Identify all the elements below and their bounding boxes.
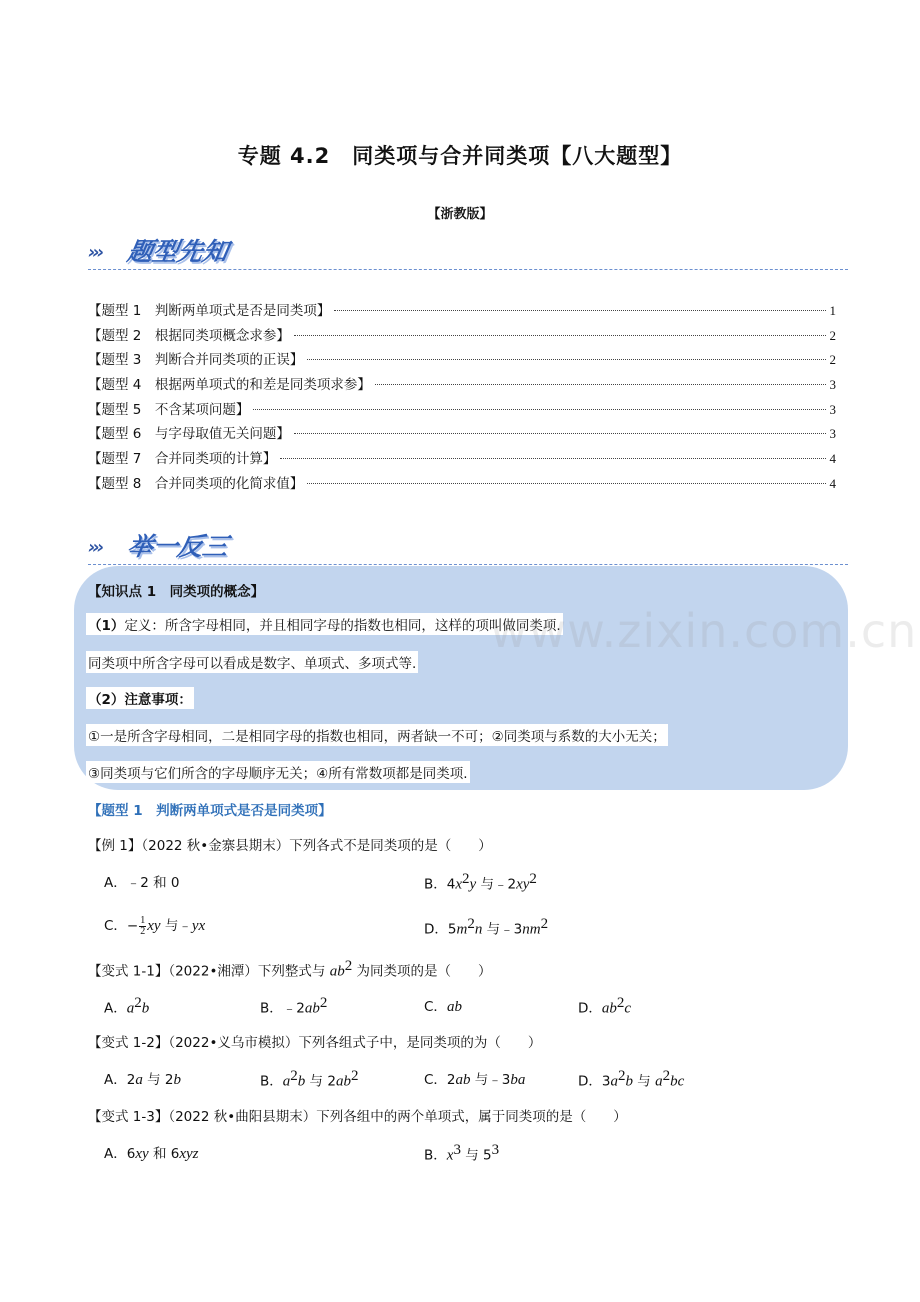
dot-leader — [294, 433, 826, 434]
triple-arrow-icon: ››› — [88, 242, 102, 263]
option-b: B．$a^2b$ 与 $2ab^2$ — [260, 1068, 359, 1090]
toc-entry[interactable] — [88, 348, 836, 373]
toc-entry[interactable] — [88, 472, 836, 497]
dot-leader — [294, 335, 826, 336]
dashed-divider — [88, 269, 848, 270]
option-d: D．$ab^2c$ — [578, 995, 632, 1017]
question-text: （2022•义乌市模拟）下列各组式子中，是同类项的为（ ） — [168, 1035, 542, 1051]
question-text: （2022 秋•曲阳县期末）下列各组中的两个单项式，属于同类项的是（ ） — [168, 1109, 627, 1125]
option-d: D．$3a^2b$ 与 $a^2bc$ — [578, 1068, 685, 1090]
question-text: （2022•湘潭）下列整式与 — [168, 963, 330, 980]
page-title: 专题 4.2 同类项与合并同类项【八大题型】 — [237, 144, 683, 168]
dot-leader — [253, 409, 825, 410]
banner-topic-preview — [88, 232, 848, 272]
option-c: C．2ab 与﹣3ba — [424, 1072, 526, 1088]
dot-leader — [375, 384, 826, 385]
dot-leader — [334, 310, 825, 311]
toc-label[interactable]: 【题型 3 判断合并同类项的正误】 — [88, 352, 304, 369]
option-b: B．$4x^2y$ 与$﹣2xy^2$ — [424, 871, 537, 893]
variant-1-3-stem — [88, 1105, 627, 1125]
toc-entry[interactable] — [88, 373, 836, 398]
fraction: $\frac{1}{2}$ — [140, 914, 146, 937]
option-text: 与﹣2 — [476, 876, 517, 893]
toc-label[interactable]: 【题型 4 根据两单项式的和差是同类项求参】 — [88, 377, 371, 394]
definition-text: 定义：所含字母相同，并且相同字母的指数也相同，这样的项叫做同类项. — [124, 618, 561, 634]
toc-label[interactable]: 【题型 1 判断两单项式是否是同类项】 — [88, 303, 331, 319]
knowledge-box — [74, 566, 848, 790]
toc-label[interactable]: 【题型 7 合并同类项的计算】 — [88, 451, 277, 468]
knowledge-note: 同类项中所含字母可以看成是数字、单项式、多项式等. — [86, 651, 418, 673]
option-b: B．$x^3$ 与 $5^3$ — [424, 1142, 500, 1164]
dot-leader — [280, 458, 825, 459]
knowledge-rule-1: ①一是所含字母相同，二是相同字母的指数也相同，两者缺一不可；②同类项与系数的大小无关； — [86, 724, 668, 746]
toc-label[interactable]: 【题型 2 根据同类项概念求参】 — [88, 327, 290, 344]
toc-page-number: 3 — [829, 377, 836, 393]
knowledge-rule-2: ③同类项与它们所含的字母顺序无关；④所有常数项都是同类项. — [86, 761, 470, 783]
variant-label: 【变式 1-3】 — [88, 1109, 169, 1125]
option-text: 与﹣ — [160, 918, 192, 934]
triple-arrow-icon: ››› — [88, 537, 102, 558]
option-text: C．− — [104, 918, 139, 934]
variant-1-1-stem: 【变式 1-1】（2022•湘潭）下列整式与 $ab^2$ 为同类项的是（ ） — [88, 958, 492, 980]
question-text: 为同类项的是（ ） — [352, 963, 492, 980]
option-d: D．$5m^2n$ 与$﹣3nm^2$ — [424, 916, 549, 938]
knowledge-attention-heading: （2）注意事项： — [86, 687, 194, 709]
option-a: A．$a^2b$ — [104, 995, 150, 1017]
toc-entry[interactable] — [88, 422, 836, 447]
dashed-divider — [88, 564, 848, 565]
table-of-contents — [88, 299, 836, 497]
variant-1-2-stem — [88, 1031, 541, 1051]
toc-entry[interactable] — [88, 447, 836, 472]
question-text: （2022 秋•金寨县期末）下列各式不是同类项的是（ ） — [141, 838, 492, 854]
option-text: D．5 — [424, 921, 457, 938]
banner-title: 举一反三 — [125, 532, 231, 561]
toc-page-number: 3 — [829, 401, 836, 417]
toc-page-number: 4 — [829, 475, 836, 491]
toc-page-number: 1 — [829, 303, 836, 318]
variant-label: 【变式 1-1】 — [88, 963, 169, 980]
toc-entry[interactable] — [88, 324, 836, 349]
toc-label[interactable]: 【题型 8 合并同类项的化简求值】 — [88, 475, 304, 492]
variant-label: 【变式 1-2】 — [88, 1035, 169, 1051]
option-a: A．﹣2 和 0 — [104, 875, 180, 891]
example-1-stem — [88, 834, 492, 854]
dot-leader — [307, 483, 825, 484]
dot-leader — [307, 359, 825, 360]
option-a: A．6xy 和 6xyz — [104, 1146, 199, 1162]
option-c: C．ab — [424, 999, 462, 1015]
option-text: B．4 — [424, 876, 456, 893]
watermark: www.zixin.com.cn — [490, 604, 918, 658]
toc-label[interactable]: 【题型 6 与字母取值无关问题】 — [88, 426, 290, 443]
option-text: 与﹣3 — [482, 921, 523, 938]
toc-label[interactable]: 【题型 5 不含某项问题】 — [88, 401, 250, 418]
toc-entry[interactable] — [88, 299, 836, 324]
toc-entry[interactable] — [88, 398, 836, 423]
toc-page-number: 2 — [829, 327, 836, 343]
item-number: （1） — [88, 618, 125, 634]
option-b: B．$﹣2ab^2$ — [260, 995, 328, 1017]
section-heading: 【题型 1 判断两单项式是否是同类项】 — [88, 803, 332, 819]
edition-label: 【浙教版】 — [427, 207, 493, 222]
toc-page-number: 2 — [829, 352, 836, 368]
toc-page-number: 4 — [829, 451, 836, 467]
toc-page-number: 3 — [829, 426, 836, 442]
banner-practice — [88, 527, 848, 567]
example-label: 【例 1】 — [88, 838, 142, 854]
banner-title: 题型先知 — [125, 237, 231, 266]
knowledge-heading: 【知识点 1 同类项的概念】 — [88, 584, 265, 600]
option-a: A．2a 与 2b — [104, 1072, 181, 1088]
option-c: C．− $\frac{1}{2}$ xy 与﹣yx — [104, 914, 206, 937]
